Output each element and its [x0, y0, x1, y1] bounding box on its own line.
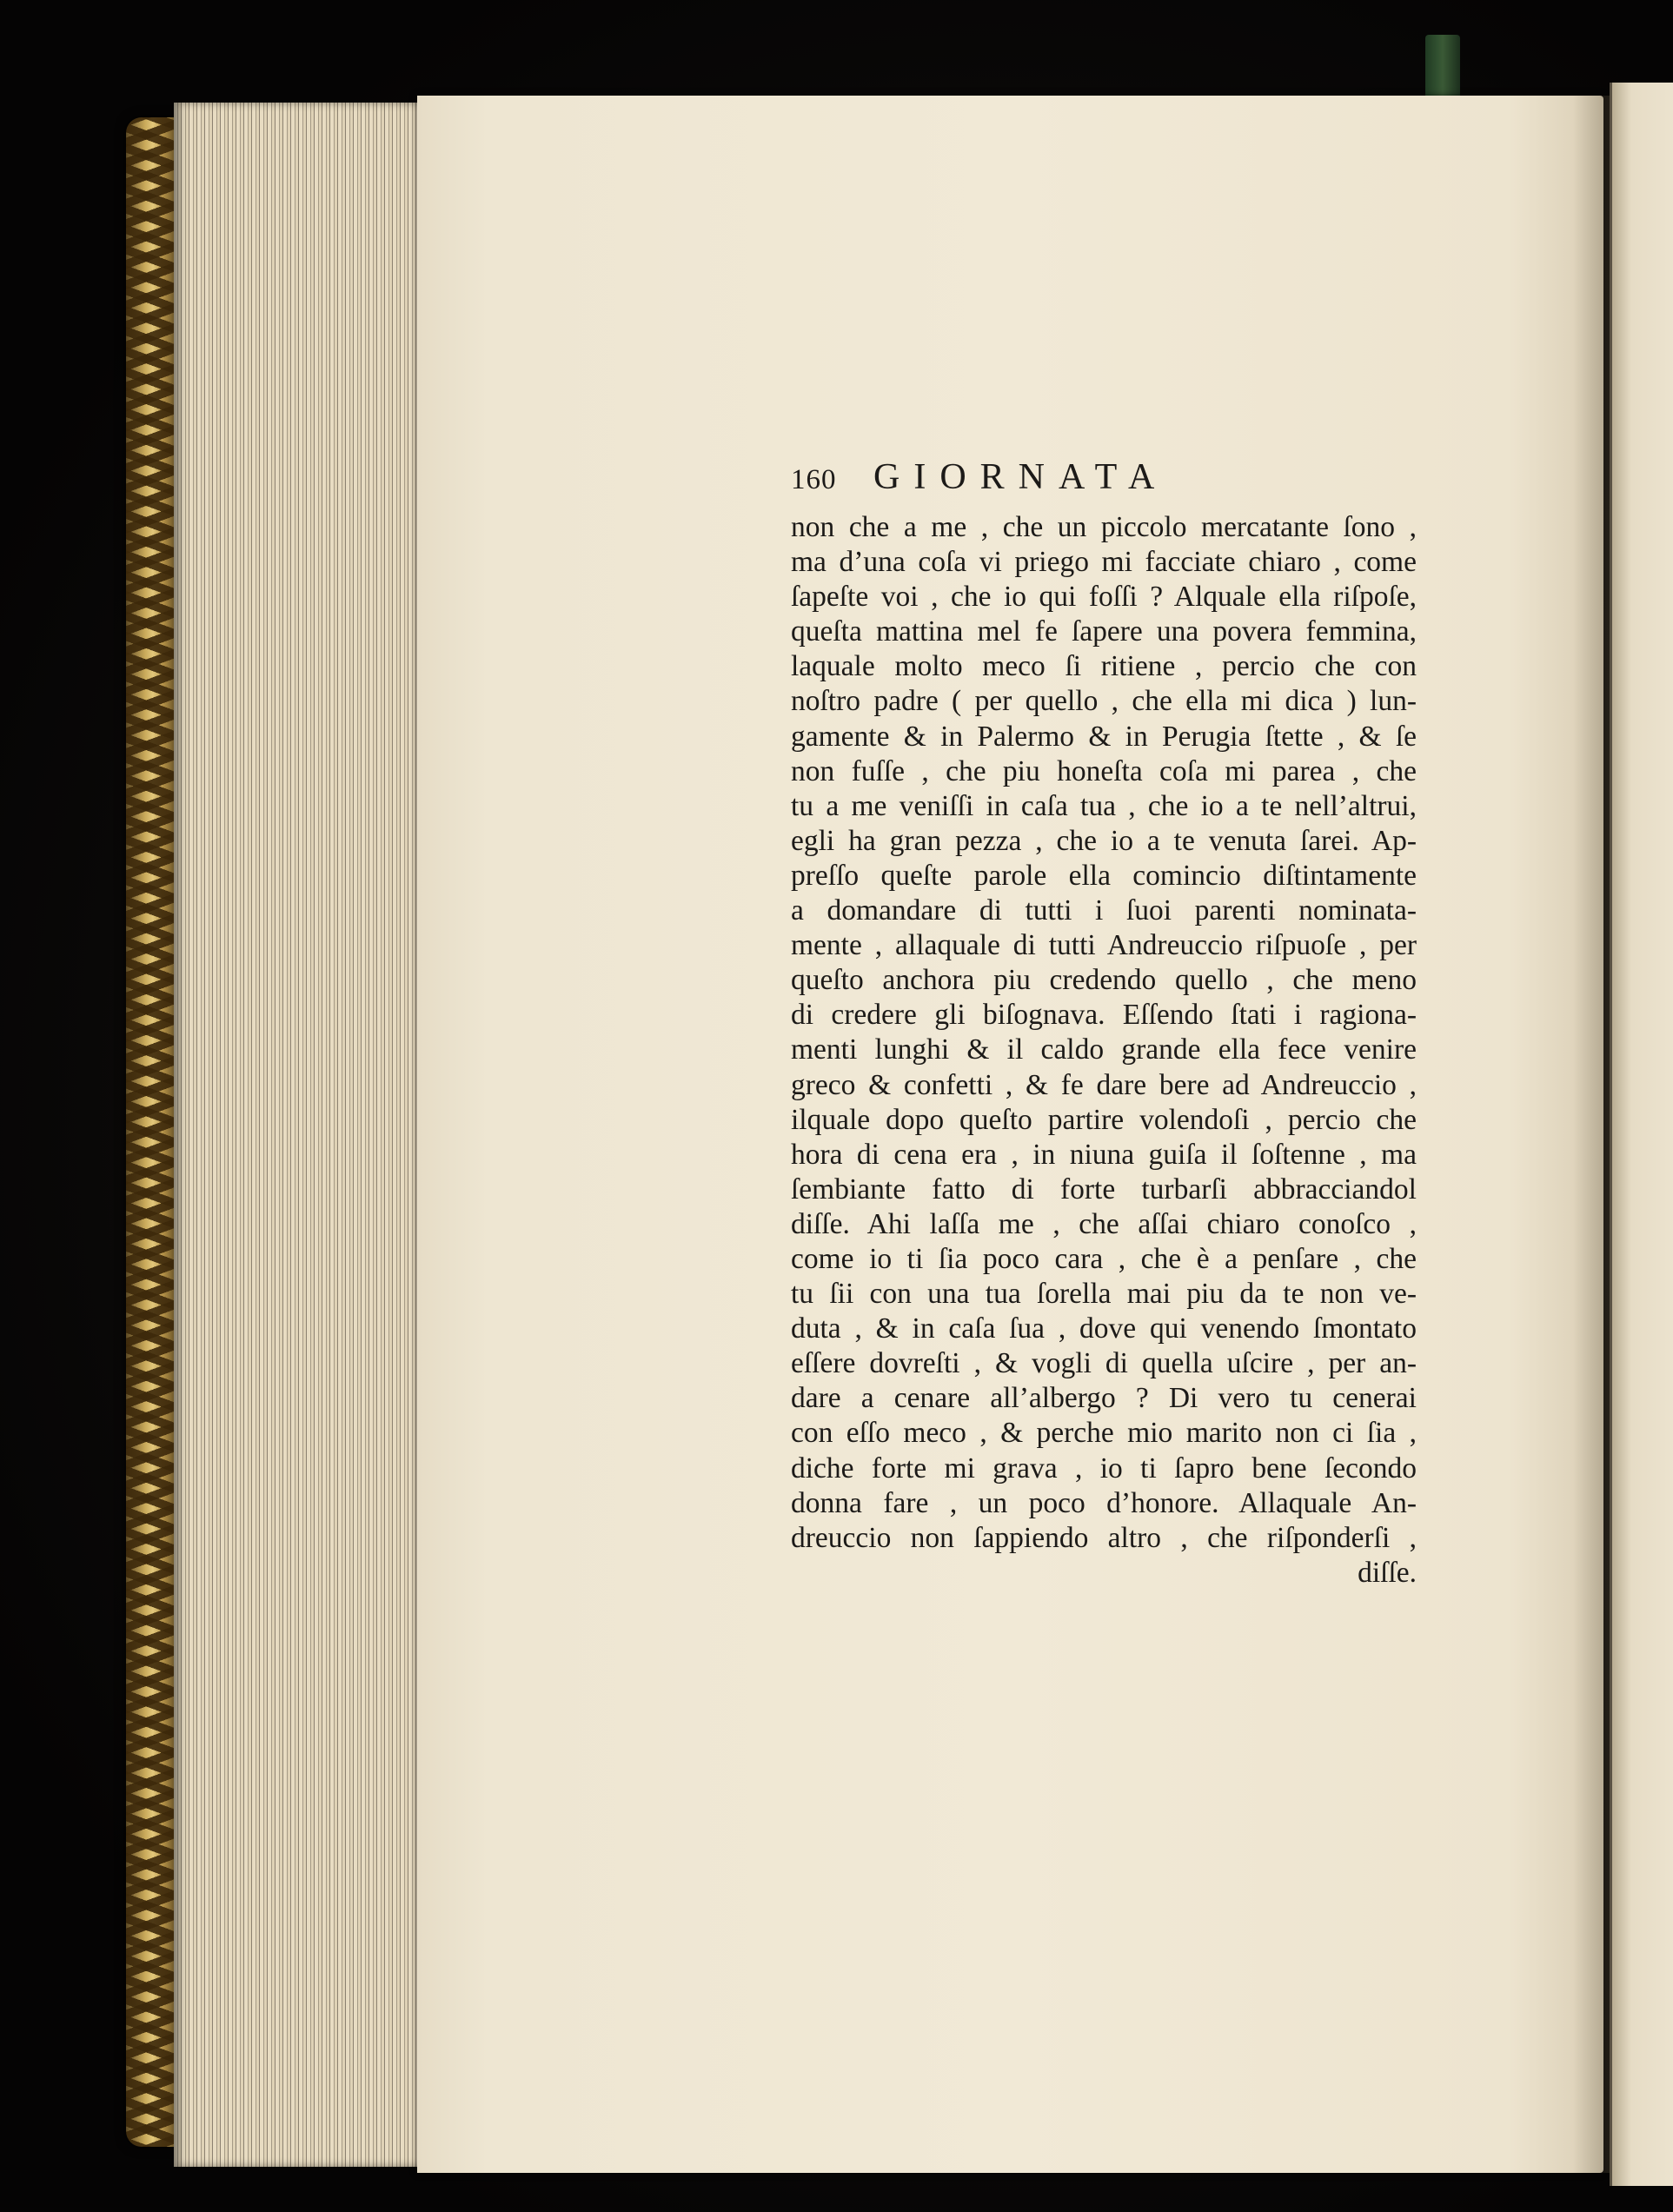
- text-line: mente , allaquale di tutti Andreuccio riſpuoſe , per: [791, 929, 1417, 962]
- gilded-spine: [126, 117, 180, 2147]
- gutter-shadow: [1573, 96, 1612, 2173]
- text-line: diſſe. Ahi laſſa me , che aſſai chiaro conoſco ,: [791, 1207, 1417, 1240]
- facing-page-edge: [1610, 83, 1673, 2186]
- text-line: diche forte mi grava , io ti ſapro bene ſecondo: [791, 1451, 1417, 1485]
- text-line: tu ſii con una tua ſorella mai piu da te non ve-: [791, 1278, 1417, 1311]
- page-edges: [174, 103, 430, 2167]
- text-line: eſſere dovreſti , & vogli di quella uſcire , per an-: [791, 1347, 1417, 1380]
- text-line: donna fare , un poco d’honore. Allaquale An-: [791, 1486, 1417, 1519]
- text-line: dare a cenare all’albergo ? Di vero tu cenerai: [791, 1382, 1417, 1415]
- text-line: ilquale dopo queſto partire volendoſi , percio che: [791, 1103, 1417, 1136]
- ribbon-bookmark: [1425, 35, 1460, 100]
- text-line: non fuſſe , che piu honeſta coſa mi parea , che: [791, 754, 1417, 787]
- text-line: dreuccio non ſappiendo altro , che riſponderſi ,: [791, 1521, 1417, 1554]
- text-line: queſto anchora piu credendo quello , che meno: [791, 964, 1417, 997]
- running-title: GIORNATA: [873, 457, 1169, 497]
- text-line: duta , & in caſa ſua , dove qui venendo ſmontato: [791, 1312, 1417, 1345]
- text-line: non che a me , che un piccolo mercatante ſono ,: [791, 511, 1417, 543]
- text-line: come io ti ſia poco cara , che è a penſare , che: [791, 1242, 1417, 1275]
- text-line: ma d’una coſa vi priego mi facciate chiaro , come: [791, 546, 1417, 579]
- text-block: [791, 456, 1417, 1591]
- text-line: a domandare di tutti i ſuoi parenti nominata-: [791, 894, 1417, 927]
- text-line: di credere gli biſognava. Eſſendo ſtati i ragiona-: [791, 999, 1417, 1032]
- text-line: gamente & in Palermo & in Perugia ſtette , & ſe: [791, 720, 1417, 753]
- body-text: [791, 510, 1417, 1591]
- text-line: con eſſo meco , & perche mio marito non ci ſia ,: [791, 1417, 1417, 1450]
- text-line: ſembiante fatto di forte turbarſi abbracciandol: [791, 1172, 1417, 1206]
- text-line: queſta mattina mel fe ſapere una povera femmina,: [791, 615, 1417, 648]
- text-line: hora di cena era , in niuna guiſa il ſoſtenne , ma: [791, 1138, 1417, 1171]
- page-number: 160: [791, 464, 837, 495]
- text-line: ſapeſte voi , che io qui foſſi ? Alquale ella riſpoſe,: [791, 581, 1417, 614]
- running-head: [791, 456, 1417, 505]
- text-line: egli ha gran pezza , che io a te venuta ſarei. Ap-: [791, 824, 1417, 857]
- text-line: tu a me veniſſi in caſa tua , che io a te nell’altrui,: [791, 789, 1417, 822]
- text-line: noſtro padre ( per quello , che ella mi dica ) lun-: [791, 685, 1417, 718]
- text-line: preſſo queſte parole ella comincio diſtintamente: [791, 859, 1417, 892]
- text-line: menti lunghi & il caldo grande ella fece venire: [791, 1033, 1417, 1066]
- text-line: greco & confetti , & fe dare bere ad Andreuccio ,: [791, 1068, 1417, 1101]
- catchword: diſſe.: [1358, 1556, 1417, 1589]
- text-line: laquale molto meco ſi ritiene , percio che con: [791, 650, 1417, 683]
